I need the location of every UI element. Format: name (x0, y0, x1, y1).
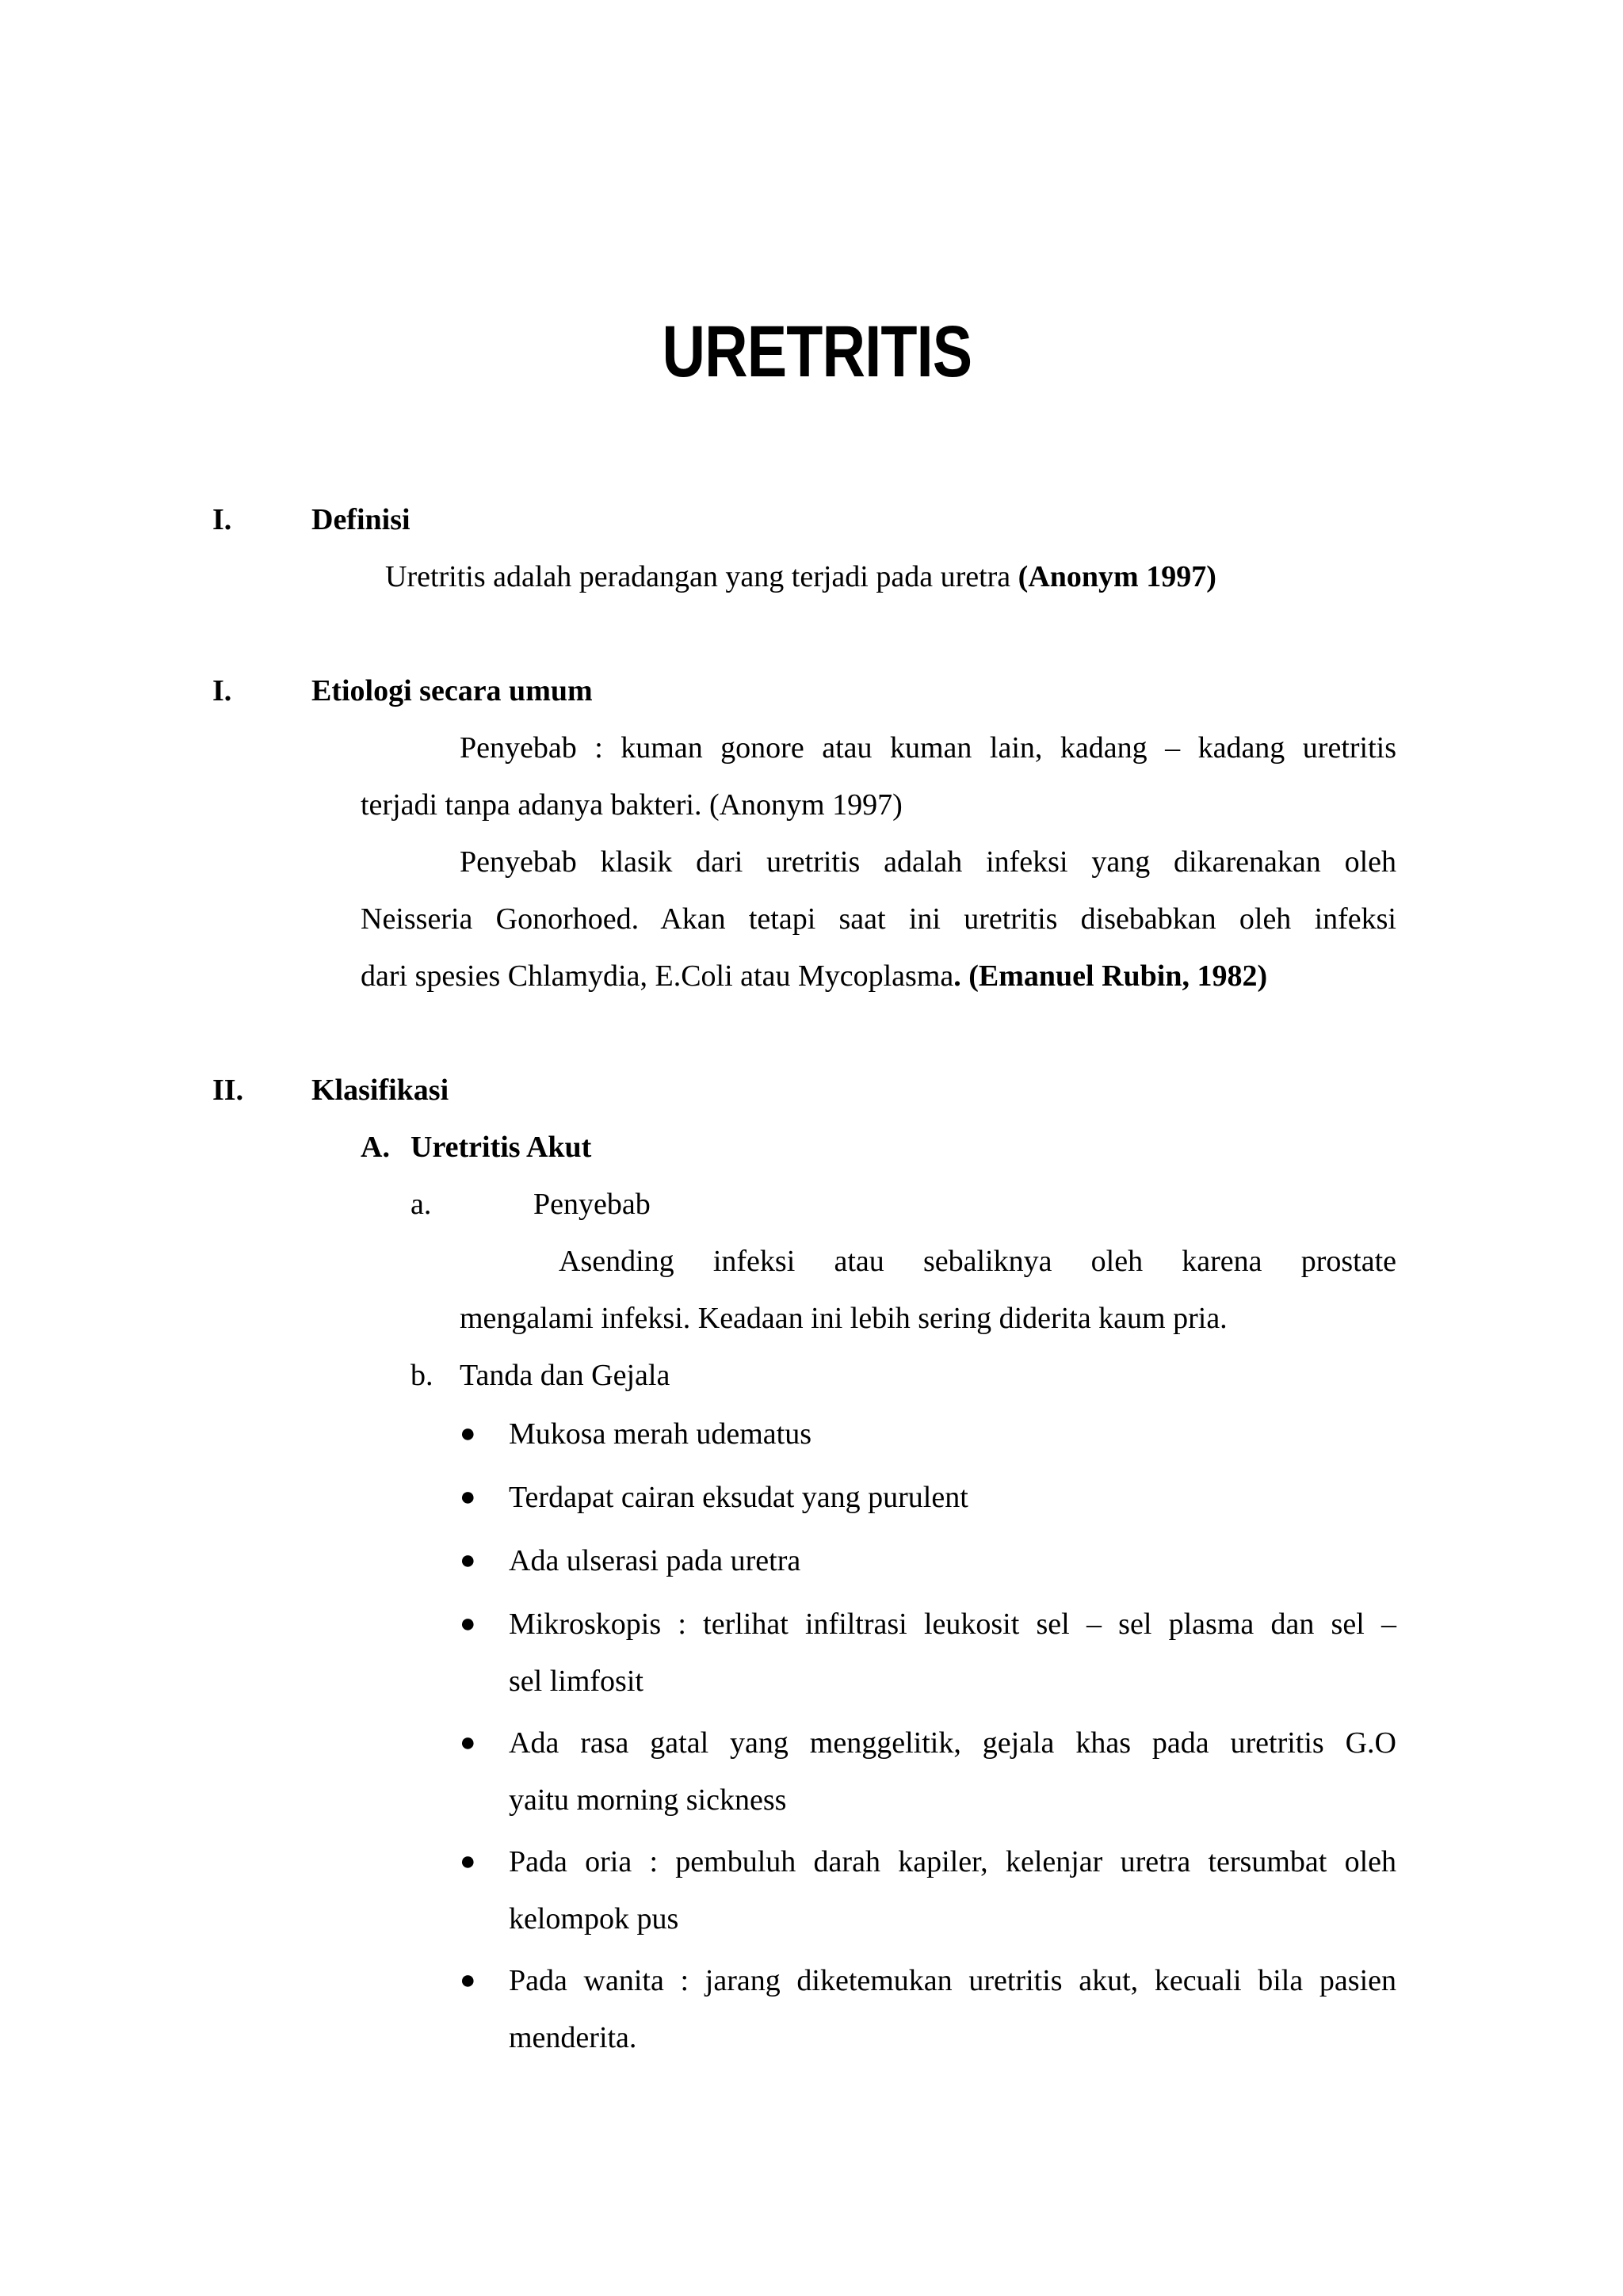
item-title: Tanda dan Gejala (460, 1359, 670, 1392)
bullet-text: Mikroskopis : terlihat infiltrasi leukosit sel – sel plasma dan sel – (509, 1608, 1396, 1641)
section-numeral: II. (212, 1074, 244, 1107)
subsection-label: A. (361, 1131, 390, 1164)
paragraph-line: mengalami infeksi. Keadaan ini lebih sering diderita kaum pria. (460, 1302, 1228, 1335)
subsection-title: Uretritis Akut (411, 1131, 592, 1164)
bullet-dot-icon: ● (460, 1728, 476, 1757)
paragraph-line (361, 948, 1267, 1005)
section-heading: Klasifikasi (311, 1074, 449, 1107)
bullet-text: menderita. (509, 2021, 637, 2054)
bullet-text: Pada oria : pembuluh darah kapiler, kelenjar uretra tersumbat oleh (509, 1845, 1396, 1878)
definition-text (385, 548, 1216, 605)
paragraph-line: Neisseria Gonorhoed. Akan tetapi saat ini uretritis disebabkan oleh infeksi (361, 902, 1396, 936)
bullet-dot-icon: ● (460, 1419, 476, 1448)
bullet-text: Terdapat cairan eksudat yang purulent (509, 1481, 968, 1514)
bullet-dot-icon: ● (460, 1847, 476, 1876)
bullet-text: Pada wanita : jarang diketemukan uretritis akut, kecuali bila pasien (509, 1964, 1396, 1997)
bullet-text: Mukosa merah udematus (509, 1417, 812, 1451)
paragraph-line: terjadi tanpa adanya bakteri. (Anonym 1997) (361, 788, 903, 822)
bullet-text: sel limfosit (509, 1665, 643, 1698)
paragraph-line: Penyebab : kuman gonore atau kuman lain, kadang – kadang uretritis (460, 731, 1396, 765)
item-label: b. (411, 1359, 433, 1392)
definition-citation: (Anonym 1997) (1018, 560, 1216, 593)
paragraph-line: Penyebab klasik dari uretritis adalah infeksi yang dikarenakan oleh (460, 845, 1396, 879)
bullet-dot-icon: ● (460, 1482, 476, 1512)
item-label: a. (411, 1188, 432, 1221)
section-numeral: I. (212, 674, 232, 707)
paragraph-citation: . (Emanuel Rubin, 1982) (953, 959, 1268, 993)
bullet-text: Ada ulserasi pada uretra (509, 1544, 801, 1577)
section-heading: Etiologi secara umum (311, 674, 593, 707)
paragraph-text: dari spesies Chlamydia, E.Coli atau Mycoplasma (361, 959, 954, 993)
bullet-dot-icon: ● (460, 1609, 476, 1638)
item-title: Penyebab (533, 1188, 651, 1221)
bullet-dot-icon: ● (460, 1546, 476, 1575)
bullet-dot-icon: ● (460, 1966, 476, 1995)
bullet-text: Ada rasa gatal yang menggelitik, gejala khas pada uretritis G.O (509, 1726, 1396, 1760)
page-title: URETRITIS (662, 311, 972, 392)
definition-body: Uretritis adalah peradangan yang terjadi pada uretra (385, 560, 1018, 593)
bullet-text: yaitu morning sickness (509, 1783, 787, 1817)
paragraph-line: Asending infeksi atau sebaliknya oleh karena prostate (559, 1245, 1396, 1278)
section-numeral: I. (212, 503, 232, 536)
bullet-text: kelompok pus (509, 1902, 679, 1936)
section-heading: Definisi (311, 503, 411, 536)
